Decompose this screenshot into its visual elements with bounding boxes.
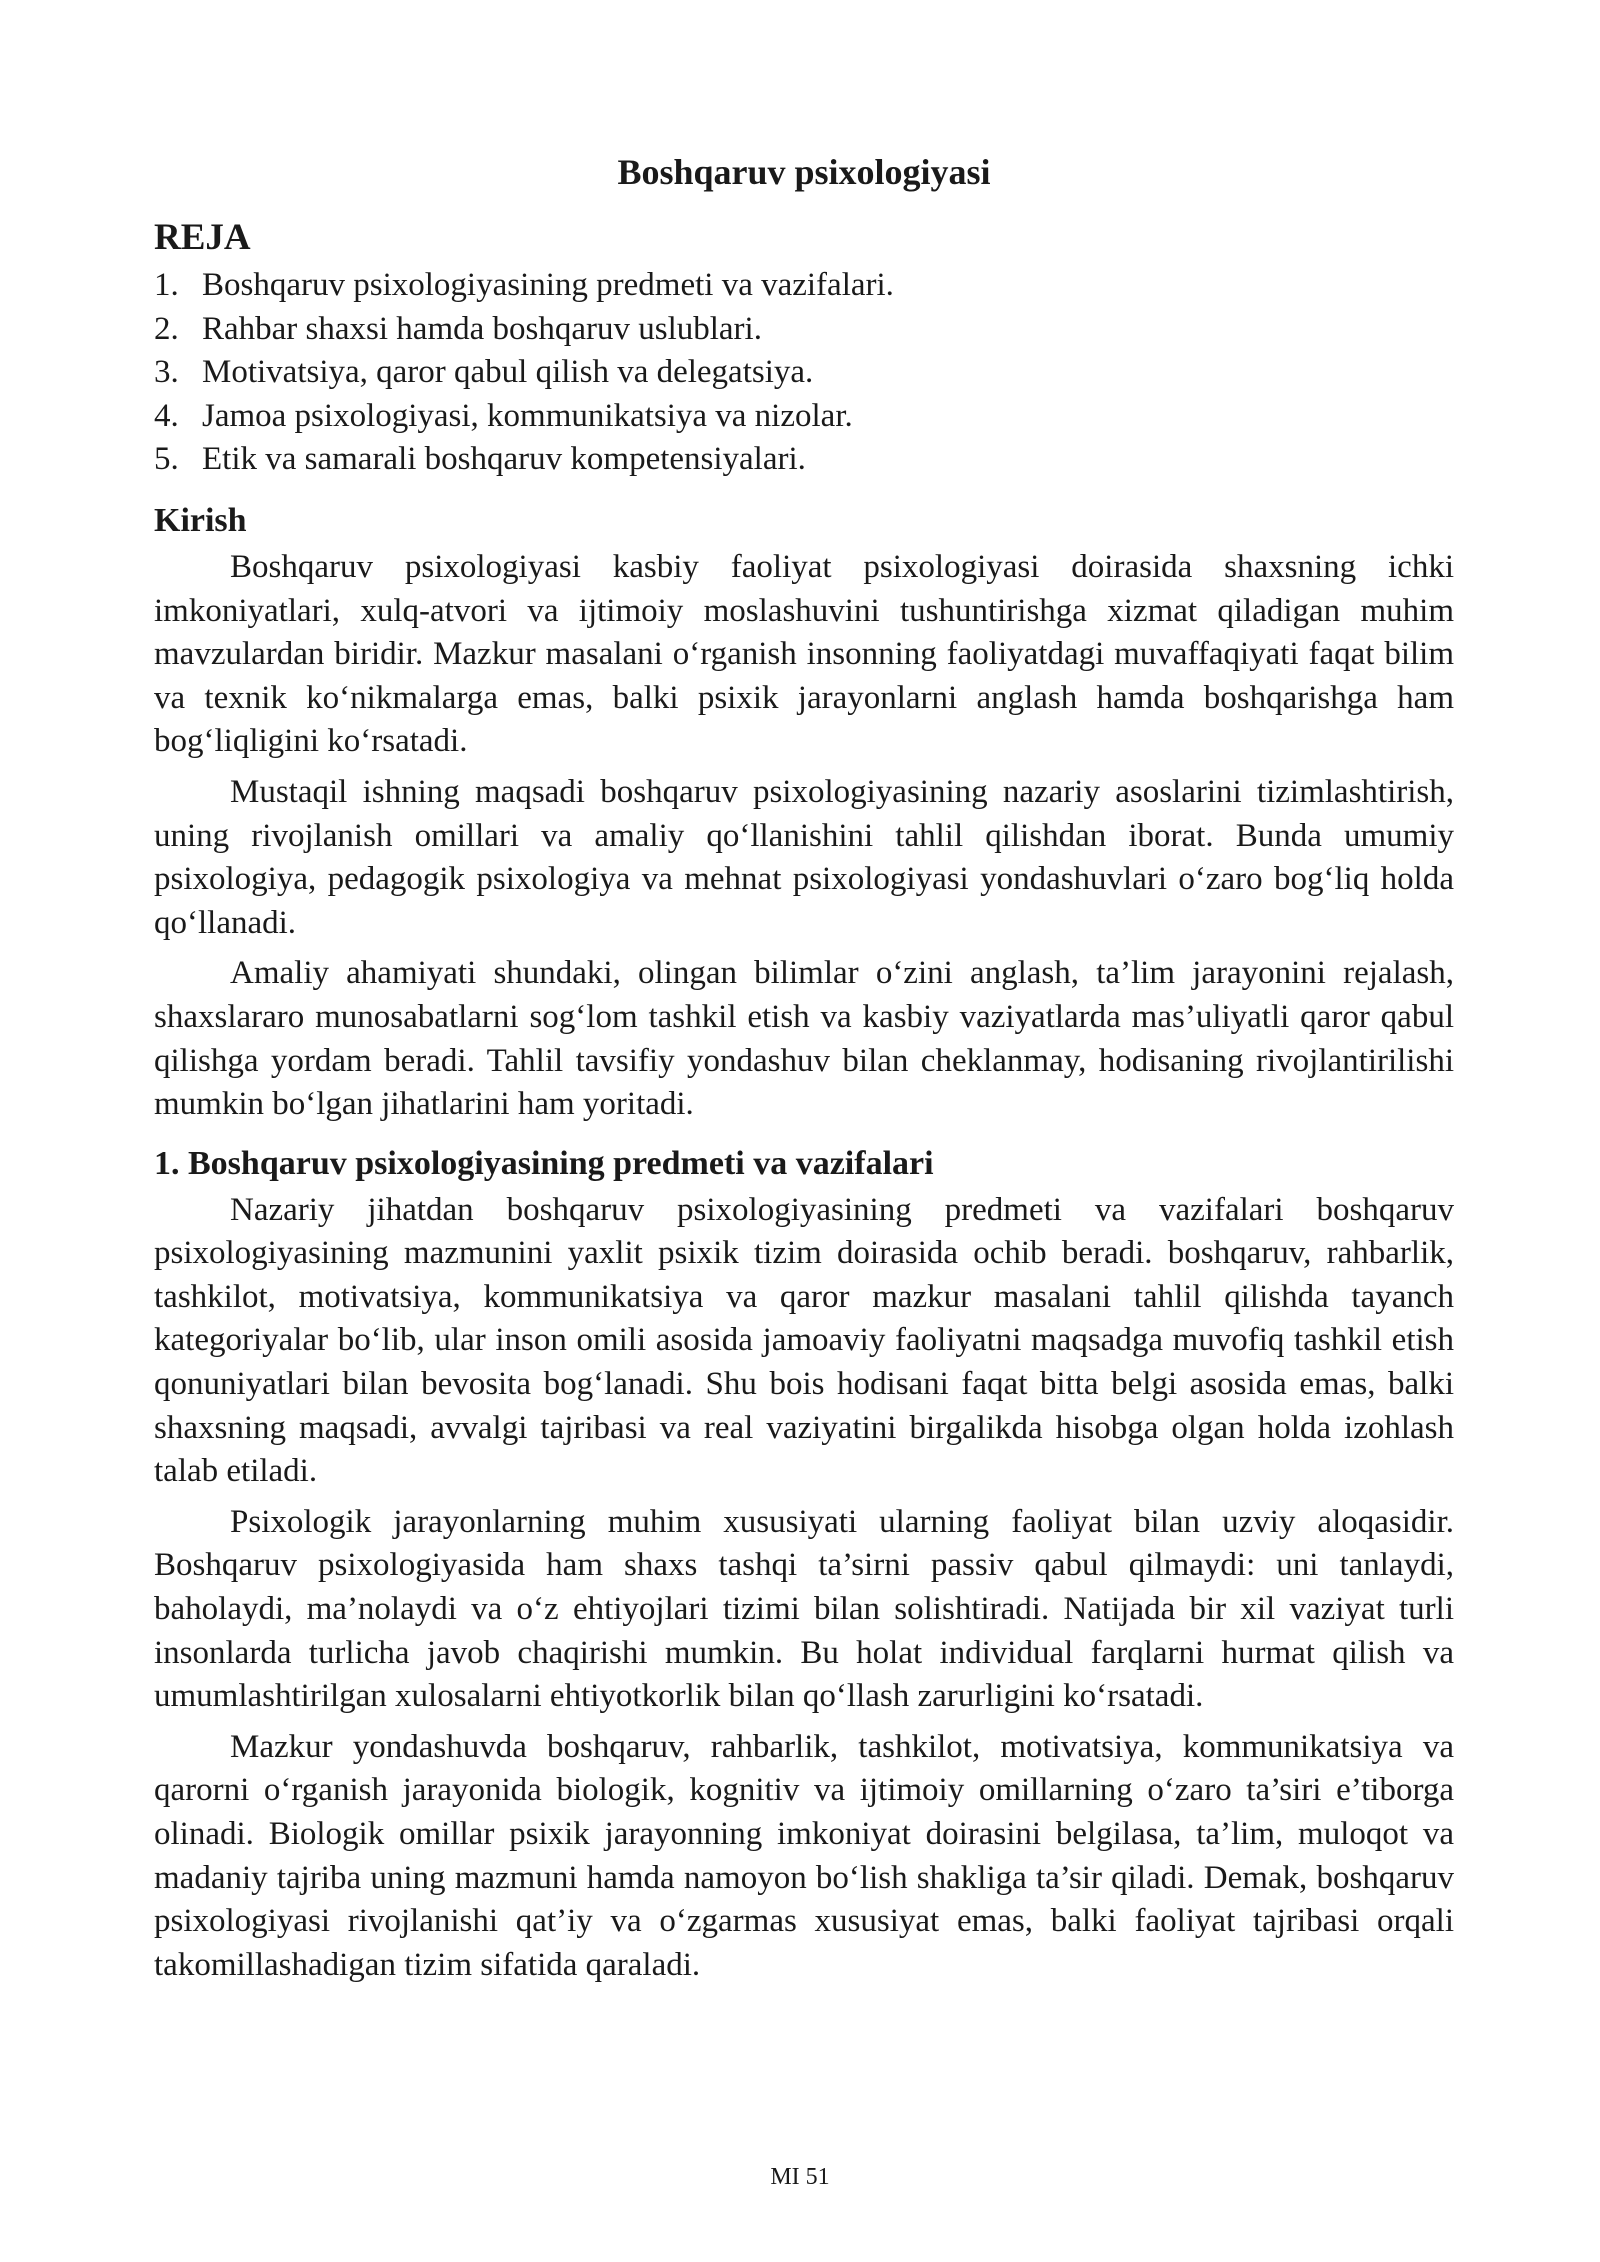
plan-item bbox=[154, 438, 1454, 482]
page-number: MI 51 bbox=[770, 2164, 830, 2190]
plan-item-number: 4. bbox=[154, 397, 179, 434]
plan-item-text: Boshqaruv psixologiyasining predmeti va vazifalari. bbox=[202, 267, 894, 303]
intro-paragraph: Boshqaruv psixologiyasi kasbiy faoliyat psixologiyasi doirasida shaxsning ichki imkoniyatlari, xulq-atvori va ijtimoiy moslashuvini tushuntirishga xizmat qiladigan muhim mavzulardan biridir. Mazkur masalani o‘rganish insonning faoliyatdagi muvaffaqiyati faqat bilim va texnik ko‘nikmalarga emas, balki psixik jarayonlarni anglash hamda boshqarishga ham bog‘liqligini ko‘rsatadi. bbox=[154, 548, 1454, 760]
plan-item-text: Jamoa psixologiyasi, kommunikatsiya va nizolar. bbox=[202, 397, 853, 434]
intro-paragraph: Amaliy ahamiyati shundaki, olingan bilimlar o‘zini anglash, ta’lim jarayonini rejalash, shaxslararo munosabatlarni sog‘lom tashkil etish va kasbiy vaziyatlarda mas’uliyatli qaror qabul qilishga yordam beradi. Tahlil tavsifiy yondashuv bilan cheklanmay, hodisaning rivojlantirilishi mumkin bo‘lgan jihatlarini ham yoritadi. bbox=[154, 955, 1454, 1123]
section-paragraph: Nazariy jihatdan boshqaruv psixologiyasining predmeti va vazifalari boshqaruv psixologiyasining mazmunini yaxlit psixik tizim doirasida ochib beradi. boshqaruv, rahbarlik, tashkilot, motivatsiya, kommunikatsiya va qaror mazkur masalani tahlil qilishda tayanch kategoriyalar bo‘lib, ular inson omili asosida jamoaviy faoliyatni maqsadga muvofiq tashkil etish qonuniyatlari bilan bevosita bog‘lanadi. Shu bois hodisani faqat bitta belgi asosida emas, balki shaxsning maqsadi, avvalgi tajribasi va real vaziyatini birgalikda hisobga olgan holda izohlash talab etiladi. bbox=[154, 1191, 1454, 1490]
plan-item bbox=[154, 351, 1454, 395]
plan-item-number: 1. bbox=[154, 267, 179, 303]
intro-heading: Kirish bbox=[154, 501, 247, 539]
plan-item-number: 5. bbox=[154, 441, 179, 478]
plan-item bbox=[154, 264, 1454, 308]
intro-paragraph: Mustaqil ishning maqsadi boshqaruv psixologiyasining nazariy asoslarini tizimlashtirish, uning rivojlanish omillari va amaliy qo‘llanishini tahlil qilishdan iborat. Bunda umumiy psixologiya, pedagogik psixologiya va mehnat psixologiyasi yondashuvlari o‘zaro bog‘liq holda qo‘llanadi. bbox=[154, 773, 1454, 941]
document-title: Boshqaruv psixologiyasi bbox=[617, 152, 991, 192]
section-paragraph: Psixologik jarayonlarning muhim xususiyati ularning faoliyat bilan uzviy aloqasidir. Boshqaruv psixologiyasida ham shaxs tashqi ta’sirni passiv qabul qilmaydi: uni tanlaydi, baholaydi, ma’nolaydi va o‘z ehtiyojlari tizimi bilan solishtiradi. Natijada bir xil vaziyat turli insonlarda turlicha javob chaqirishi mumkin. Bu holat individual farqlarni hurmat qilish va umumlashtirilgan xulosalarni ehtiyotkorlik bilan qo‘llash zarurligini ko‘rsatadi. bbox=[154, 1503, 1454, 1715]
section-heading: 1. Boshqaruv psixologiyasining predmeti va vazifalari bbox=[154, 1144, 934, 1182]
plan-item-number: 3. bbox=[154, 354, 179, 391]
plan-item bbox=[154, 395, 1454, 439]
plan-item-text: Etik va samarali boshqaruv kompetensiyalari. bbox=[202, 441, 806, 478]
plan-item bbox=[154, 308, 1454, 352]
plan-item-text: Motivatsiya, qaror qabul qilish va delegatsiya. bbox=[202, 354, 814, 391]
document-body bbox=[154, 148, 1454, 1994]
plan-list bbox=[154, 264, 1454, 482]
plan-item-number: 2. bbox=[154, 310, 179, 347]
plan-heading: REJA bbox=[154, 217, 251, 258]
plan-item-text: Rahbar shaxsi hamda boshqaruv uslublari. bbox=[202, 310, 762, 347]
section-paragraph: Mazkur yondashuvda boshqaruv, rahbarlik, tashkilot, motivatsiya, kommunikatsiya va qarorni o‘rganish jarayonida biologik, kognitiv va ijtimoiy omillarning o‘zaro ta’siri e’tiborga olinadi. Biologik omillar psixik jarayonning imkoniyat doirasini belgilasa, ta’lim, muloqot va madaniy tajriba uning mazmuni hamda namoyon bo‘lish shakliga ta’sir qiladi. Demak, boshqaruv psixologiyasi rivojlanishi qat’iy va o‘zgarmas xususiyat emas, balki faoliyat tajribasi orqali takomillashadigan tizim sifatida qaraladi. bbox=[154, 1728, 1454, 1983]
